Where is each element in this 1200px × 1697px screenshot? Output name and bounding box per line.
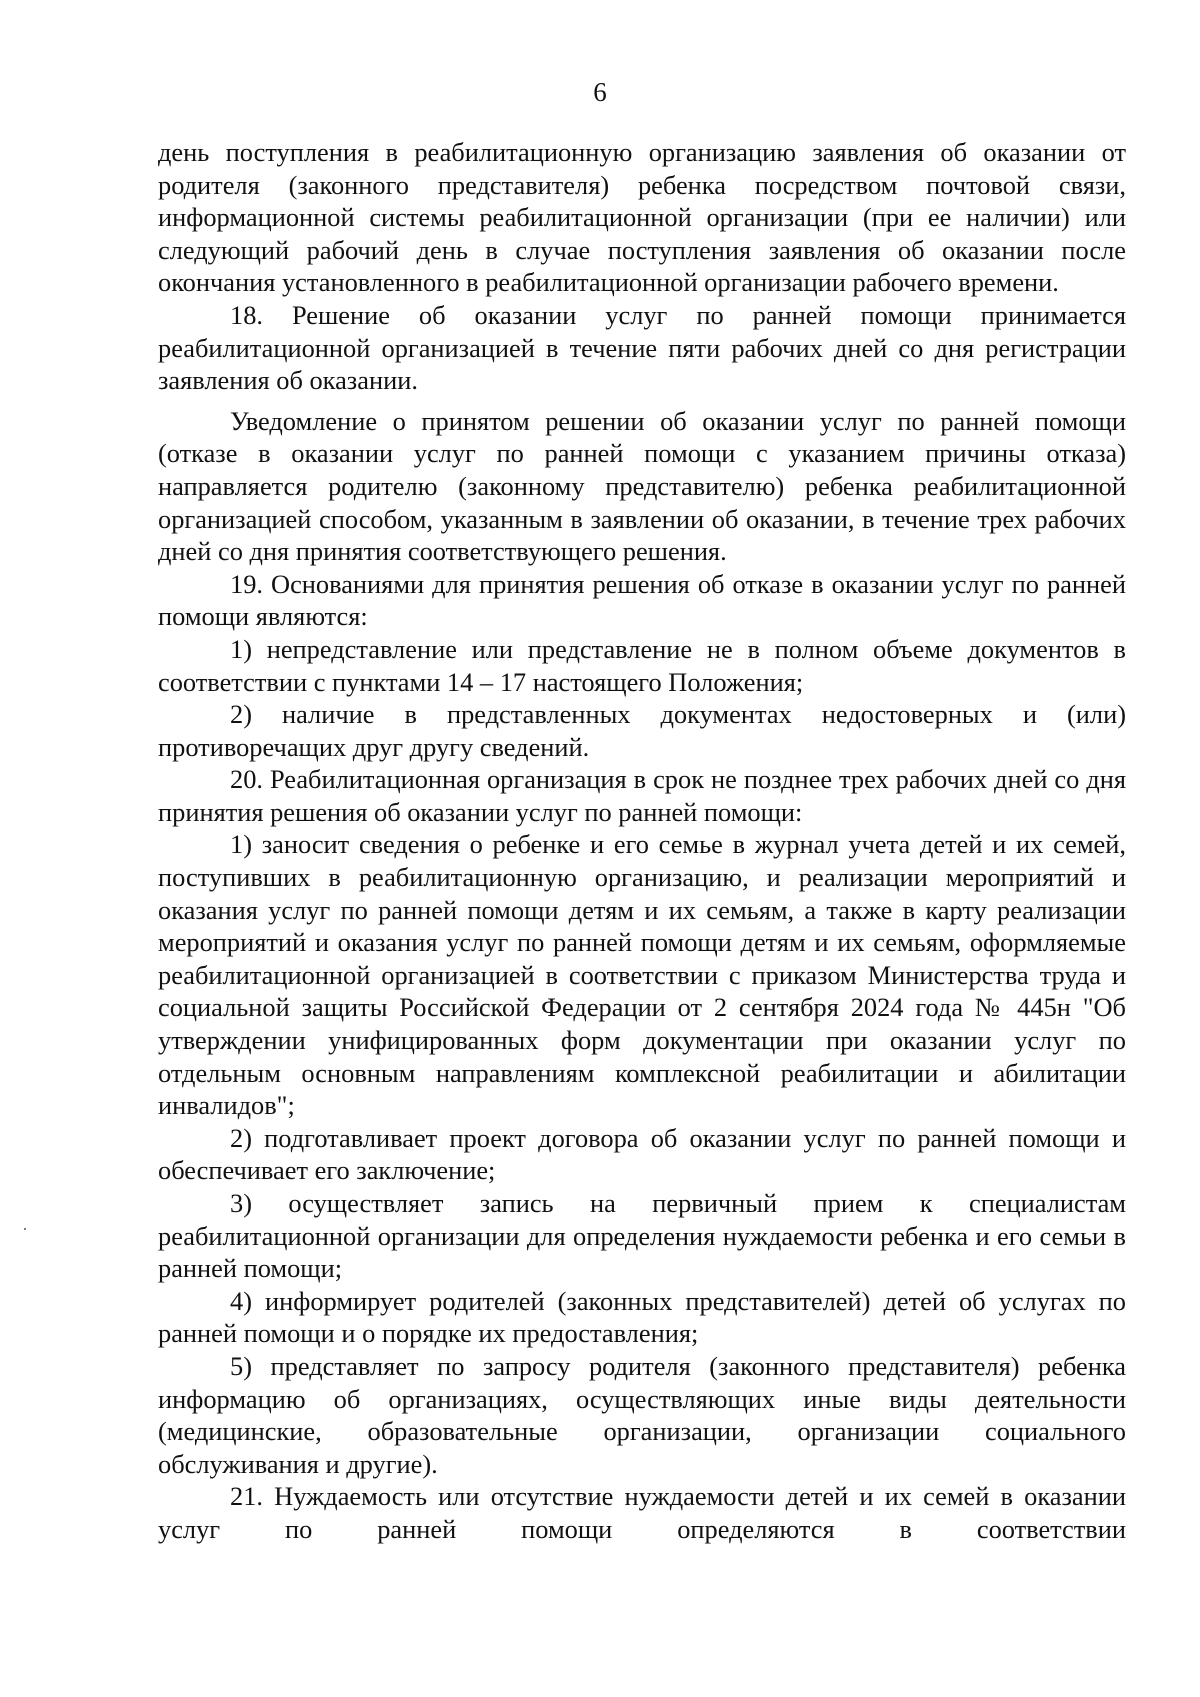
page-number: 6 (593, 77, 607, 107)
paragraph-item-20-4: 4) информирует родителей (законных представителей) детей об услугах по ранней помощи и о порядке их предоставления; (158, 1285, 1126, 1349)
document-body (158, 136, 1126, 1546)
paragraph-item-20-2: 2) подготавливает проект договора об оказании услуг по ранней помощи и обеспечивает его заключение; (158, 1122, 1126, 1186)
paragraph-item-18: 18. Решение об оказании услуг по ранней помощи принимается реабилитационной организацией в течение пяти рабочих дней со дня регистрации заявления об оказании. (158, 299, 1126, 396)
paragraph-item-19-2: 2) наличие в представленных документах недостоверных и (или) противоречащих друг другу сведений. (158, 699, 1126, 762)
paragraph-item-19: 19. Основаниями для принятия решения об отказе в оказании услуг по ранней помощи являются: (158, 568, 1126, 632)
paragraph-item-19-1: 1) непредставление или представление не в полном объеме документов в соответствии с пунктами 14 – 17 настоящего Положения; (158, 633, 1126, 697)
paragraph-item-20-3: 3) осуществляет запись на первичный прием к специалистам реабилитационной организации для определения нуждаемости ребенка и его семьи в ранней помощи; (158, 1188, 1126, 1284)
paragraph-item-20-5: 5) представляет по запросу родителя (законного представителя) ребенка информацию об организациях, осуществляющих иные виды деятельности (медицинские, образовательные организации, организации социального обслуживания и другие). (158, 1350, 1126, 1479)
scan-artifact (24, 1228, 26, 1230)
paragraph-item-20: 20. Реабилитационная организация в срок не позднее трех рабочих дней со дня принятия решения об оказании услуг по ранней помощи: (158, 764, 1126, 827)
paragraph-item-21: 21. Нуждаемость или отсутствие нуждаемости детей и их семей в оказании услуг по ранней помощи определяются в соответствии (158, 1481, 1126, 1544)
paragraph-notification: Уведомление о принятом решении об оказании услуг по ранней помощи (отказе в оказании услуг по ранней помощи с указанием причины отказа) направляется родителю (законному представителю) ребенка реабилитационной организацией способом, указанным в заявлении об оказании, в течение трех рабочих дней со дня принятия соответствующего решения. (158, 405, 1126, 567)
paragraph-item-20-1: 1) заносит сведения о ребенке и его семье в журнал учета детей и их семей, поступивших в реабилитационную организацию, и реализации мероприятий и оказания услуг по ранней помощи детям и их семьям, а также в карту реализации мероприятий и оказания услуг по ранней помощи детям и их семьям, оформляемые реабилитационной организацией в соответствии с приказом Министерства труда и социальной защиты Российской Федерации от 2 сентября 2024 года № 445н "Об утверждении унифицированных форм документации при оказании услуг по отдельным основным направлениям комплексной реабилитации и абилитации инвалидов"; (158, 829, 1126, 1121)
paragraph-continuation: день поступления в реабилитационную организацию заявления об оказании от родителя (законного представителя) ребенка посредством почтовой связи, информационной системы реабилитационной организации (при ее наличии) или следующий рабочий день в случае поступления заявления об оказании после окончания установленного в реабилитационной организации рабочего времени. (158, 137, 1126, 298)
